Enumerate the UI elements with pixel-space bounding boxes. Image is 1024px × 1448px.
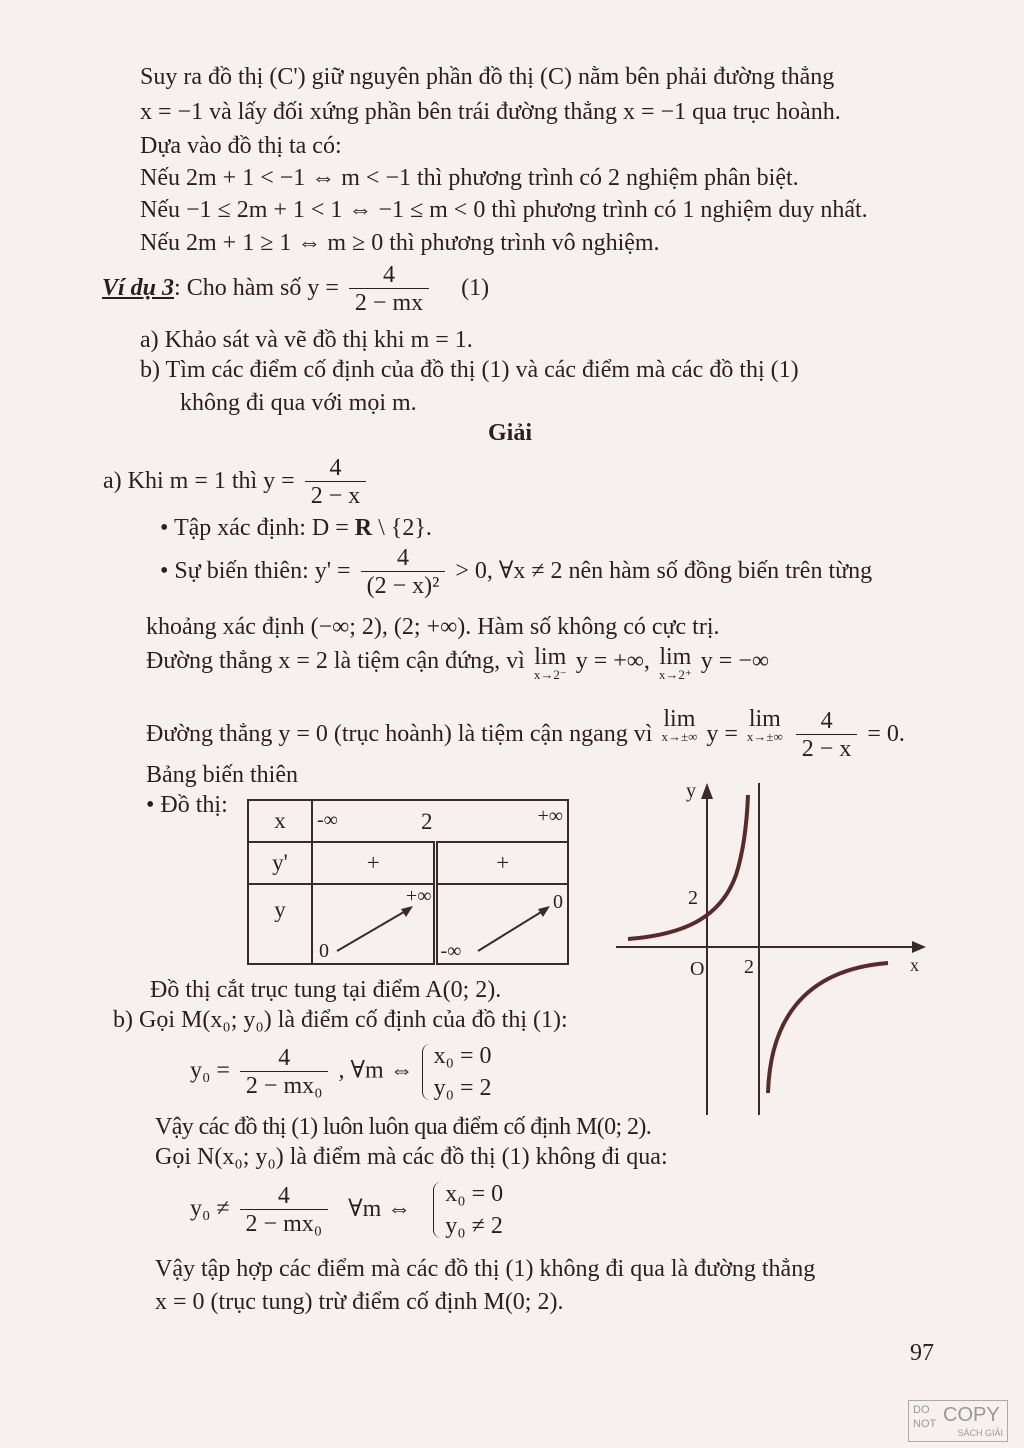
text-line: a) Khảo sát và vẽ đồ thị khi m = 1. xyxy=(140,327,473,353)
limit xyxy=(661,708,697,744)
text: y₀ = xyxy=(190,1057,230,1084)
text-line: không đi qua với mọi m. xyxy=(180,390,417,416)
table-cell xyxy=(312,800,568,842)
denominator: (2 − x)² xyxy=(361,571,446,600)
text: = 0. xyxy=(867,721,905,748)
x-axis-arrow-icon xyxy=(912,941,926,953)
text: ∀m ⇔ xyxy=(348,1195,412,1222)
lim-sub: x→2⁻ xyxy=(533,667,567,682)
text-line xyxy=(160,513,432,543)
text-line: Vậy tập hợp các điểm mà các đồ thị (1) không đi qua là đường thẳng xyxy=(155,1256,816,1282)
text-line: khoảng xác định (−∞; 2), (2; +∞). Hàm số không có cực trị. xyxy=(146,614,720,640)
denominator: 2 − x xyxy=(305,481,367,510)
numerator: 4 xyxy=(329,455,342,481)
table-cell xyxy=(312,884,436,964)
text: \ {2}. xyxy=(372,515,432,541)
cell-value: +∞ xyxy=(405,885,432,907)
formula-line xyxy=(190,1178,503,1242)
formula-line xyxy=(160,545,872,600)
y-axis-label: y xyxy=(686,780,696,802)
stamp-text: SÁCH GIẢI xyxy=(957,1428,1003,1438)
text: R xyxy=(354,515,373,541)
example-text: : Cho hàm số y = xyxy=(174,275,339,302)
lim-sub: x→±∞ xyxy=(746,729,783,744)
cell-value: -∞ xyxy=(317,809,338,831)
table-cell xyxy=(248,842,312,884)
limit xyxy=(534,646,567,682)
text-line: x = 0 (trục tung) trừ điểm cố định M(0; 2). xyxy=(155,1289,564,1315)
numerator: 4 xyxy=(277,1182,290,1209)
text-line: b) Gọi M(x₀; y₀) là điểm cố định của đồ thị (1): xyxy=(113,1007,568,1033)
formula-line xyxy=(146,708,905,763)
example-label: Ví dụ 3 xyxy=(102,275,175,302)
increase-arrow xyxy=(438,885,566,965)
text: Đường thẳng y = 0 (trục hoành) là tiệm cận ngang vì xyxy=(146,721,653,748)
text: y₀ ≠ xyxy=(190,1195,230,1222)
lim-sub: x→±∞ xyxy=(661,729,698,744)
table-cell xyxy=(248,800,312,842)
text-line: Gọi N(x₀; y₀) là điểm mà các đồ thị (1) không đi qua: xyxy=(155,1144,668,1170)
table-cell xyxy=(248,884,312,964)
text-line: Bảng biến thiên xyxy=(146,762,298,788)
denominator: 2 − mx₀ xyxy=(240,1209,329,1238)
lim-label: lim xyxy=(663,706,696,732)
fraction xyxy=(305,455,367,510)
equation-tag: (1) xyxy=(461,275,490,302)
right-branch xyxy=(768,963,888,1093)
left-branch xyxy=(628,795,748,939)
solution-heading: Giải xyxy=(488,420,533,446)
table-cell xyxy=(312,842,436,884)
table-cell xyxy=(436,842,568,884)
text: y = +∞, xyxy=(575,648,650,674)
denominator: 2 − mx xyxy=(349,288,429,317)
lim-label: lim xyxy=(534,644,567,670)
stamp-text: DO xyxy=(913,1404,930,1416)
x-tick-label: 2 xyxy=(744,956,754,978)
formula-line xyxy=(190,1040,492,1104)
numerator: 4 xyxy=(820,708,833,734)
denominator: 2 − mx₀ xyxy=(240,1071,329,1100)
cell-value: + xyxy=(496,850,510,875)
numerator: 4 xyxy=(383,262,395,288)
text-line: Đồ thị cắt trục tung tại điểm A(0; 2). xyxy=(150,977,502,1003)
text: y = −∞ xyxy=(700,648,769,674)
text-line: Vậy các đồ thị (1) luôn luôn qua điểm cố định M(0; 2). xyxy=(155,1114,652,1140)
lim-label: lim xyxy=(748,706,781,732)
cell-value: +∞ xyxy=(537,805,563,827)
example-heading xyxy=(102,262,489,317)
cell-value: 0 xyxy=(553,891,563,913)
variation-table xyxy=(247,799,569,965)
watermark-stamp xyxy=(908,1400,1008,1442)
fraction xyxy=(240,1045,329,1100)
system-row: y₀ = 2 xyxy=(433,1075,492,1101)
x-axis-label: x xyxy=(910,955,919,975)
cell-value: 0 xyxy=(319,940,329,962)
text-line: Nếu 2m + 1 < −1 ⇔ m < −1 thì phương trình có 2 nghiệm phân biệt. xyxy=(140,165,799,191)
limit xyxy=(747,708,783,744)
text: a) Khi m = 1 thì y = xyxy=(103,468,295,495)
function-graph xyxy=(610,775,940,1120)
numerator: 4 xyxy=(396,545,409,571)
increase-arrow xyxy=(313,885,433,965)
fraction xyxy=(796,708,858,763)
denominator: 2 − x xyxy=(796,734,858,763)
fraction xyxy=(361,545,446,600)
system-brace xyxy=(420,1040,492,1104)
fraction xyxy=(240,1183,329,1238)
system-row: x₀ = 0 xyxy=(445,1181,504,1207)
cell-value: + xyxy=(366,850,380,875)
system-row: x₀ = 0 xyxy=(433,1043,492,1069)
cell-label: y xyxy=(274,897,286,922)
text-line: Dựa vào đồ thị ta có: xyxy=(140,133,342,159)
text-line: Nếu 2m + 1 ≥ 1 ⇔ m ≥ 0 thì phương trình vô nghiệm. xyxy=(140,230,660,256)
fraction xyxy=(349,262,429,317)
y-axis-arrow-icon xyxy=(701,783,713,799)
limit xyxy=(659,646,692,682)
cell-label: x xyxy=(274,808,286,833)
stamp-text: COPY xyxy=(943,1404,1000,1426)
formula-line xyxy=(146,646,769,682)
text: • Sự biến thiên: y' = xyxy=(160,558,351,585)
text-line: • Đồ thị: xyxy=(146,792,228,818)
page-number: 97 xyxy=(910,1340,934,1366)
formula-line xyxy=(103,455,370,510)
text-line: b) Tìm các điểm cố định của đồ thị (1) và các điểm mà các đồ thị (1) xyxy=(140,357,799,383)
text-line: x = −1 và lấy đối xứng phần bên trái đường thẳng x = −1 qua trục hoành. xyxy=(140,99,841,125)
lim-sub: x→2⁺ xyxy=(658,667,692,682)
cell-value: -∞ xyxy=(440,940,462,962)
text-line: Nếu −1 ≤ 2m + 1 < 1 ⇔ −1 ≤ m < 0 thì phương trình có 1 nghiệm duy nhất. xyxy=(140,197,868,223)
text: • Tập xác định: D = xyxy=(160,515,355,541)
stamp-text: NOT xyxy=(913,1418,937,1430)
text: , ∀m ⇔ xyxy=(338,1057,414,1084)
system-row: y₀ ≠ 2 xyxy=(445,1213,503,1239)
numerator: 4 xyxy=(278,1044,291,1071)
text-line: Suy ra đồ thị (C') giữ nguyên phần đồ thị (C) nằm bên phải đường thẳng xyxy=(140,64,835,90)
text: Đường thẳng x = 2 là tiệm cận đứng, vì xyxy=(146,648,525,674)
text: y = xyxy=(706,721,738,748)
system-brace xyxy=(431,1178,503,1242)
origin-label: O xyxy=(690,958,705,980)
y-tick-label: 2 xyxy=(688,887,698,909)
table-cell xyxy=(436,884,568,964)
text: > 0, ∀x ≠ 2 nên hàm số đồng biến trên từng xyxy=(455,558,873,585)
cell-label: y' xyxy=(272,850,288,875)
lim-label: lim xyxy=(659,644,692,670)
cell-value: 2 xyxy=(421,809,433,834)
